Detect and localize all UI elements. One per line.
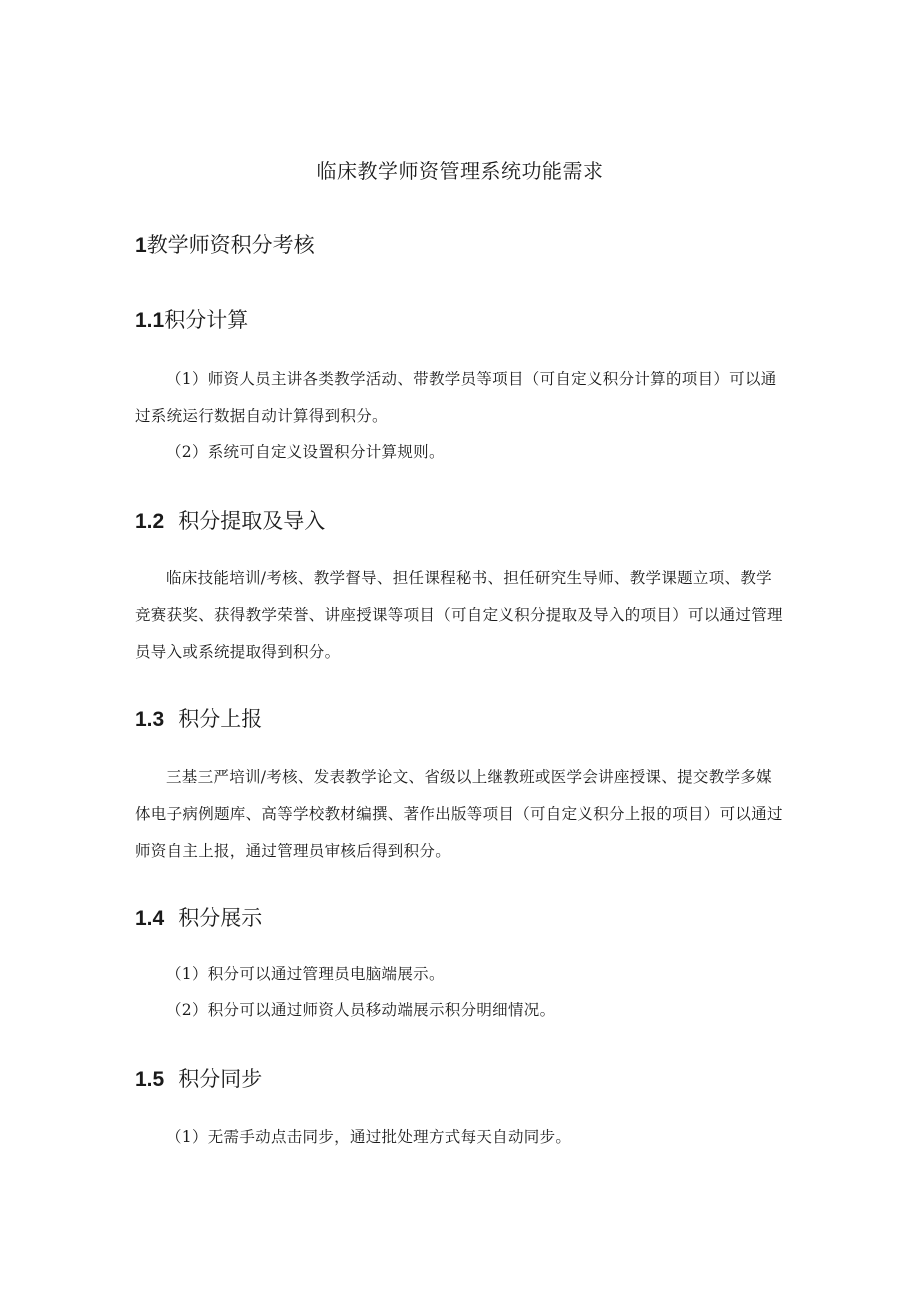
section-1-1-heading xyxy=(135,305,248,336)
section-1-2-heading xyxy=(135,506,325,537)
section-1-4-title: 积分展示 xyxy=(178,906,263,930)
section-1-4-number: 1.4 xyxy=(135,907,165,930)
section-1-3-paragraph: 三基三严培训/考核、发表教学论文、省级以上继教班或医学会讲座授课、提交教学多媒体电子病例题库、高等学校教材编撰、著作出版等项目（可自定义积分上报的项目）可以通过师资自主上报，通过管理员审核后得到积分。 xyxy=(135,768,783,860)
document-title: 临床教学师资管理系统功能需求 xyxy=(316,159,604,183)
section-1-4-item-1: （1）积分可以通过管理员电脑端展示。 xyxy=(166,965,445,983)
section-1-5-item-1: （1）无需手动点击同步，通过批处理方式每天自动同步。 xyxy=(166,1128,572,1146)
section-1-2-number: 1.2 xyxy=(135,510,165,533)
section-1-number: 1 xyxy=(135,234,147,257)
section-1-5-number: 1.5 xyxy=(135,1068,165,1091)
section-1-3-number: 1.3 xyxy=(135,708,165,731)
section-1-2-title: 积分提取及导入 xyxy=(178,509,326,533)
section-1-title: 教学师资积分考核 xyxy=(146,233,315,257)
section-1-4-item-2: （2）积分可以通过师资人员移动端展示积分明细情况。 xyxy=(166,1001,556,1019)
section-1-3-heading xyxy=(135,704,262,735)
section-1-5-title: 积分同步 xyxy=(178,1067,263,1091)
section-1-5-heading xyxy=(135,1064,262,1095)
section-1-heading xyxy=(135,230,315,261)
section-1-1-item-1: （1）师资人员主讲各类教学活动、带教学员等项目（可自定义积分计算的项目）可以通过系统运行数据自动计算得到积分。 xyxy=(135,370,777,425)
section-1-2-paragraph: 临床技能培训/考核、教学督导、担任课程秘书、担任研究生导师、教学课题立项、教学竞赛获奖、获得教学荣誉、讲座授课等项目（可自定义积分提取及导入的项目）可以通过管理员导入或系统提取得到积分。 xyxy=(135,569,783,661)
section-1-4-heading xyxy=(135,903,262,934)
section-1-1-number: 1.1 xyxy=(135,309,165,332)
section-1-1-item-2: （2）系统可自定义设置积分计算规则。 xyxy=(166,443,445,461)
section-1-1-title: 积分计算 xyxy=(164,308,249,332)
section-1-3-title: 积分上报 xyxy=(178,707,263,731)
